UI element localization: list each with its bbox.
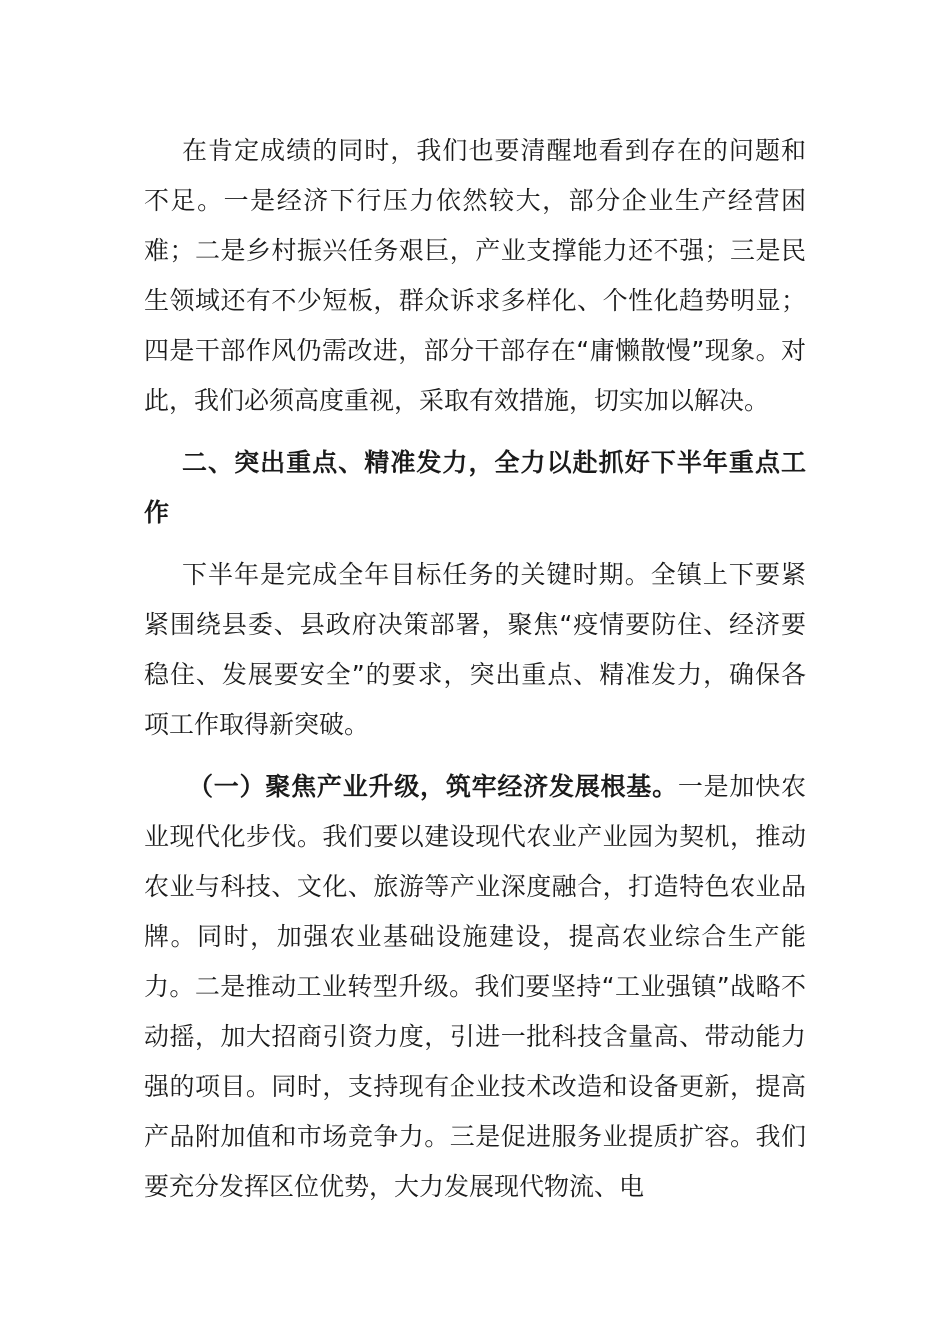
paragraph-industry-upgrade xyxy=(144,762,806,1212)
subsection-heading-1: （一）聚焦产业升级，筑牢经济发展根基。 xyxy=(188,772,678,801)
document-body xyxy=(144,126,806,1212)
paragraph-second-half-intro: 下半年是完成全年目标任务的关键时期。全镇上下要紧紧围绕县委、县政府决策部署，聚焦“疫情要防住、经济要稳住、发展要安全”的要求，突出重点、精准发力，确保各项工作取得新突破。 xyxy=(144,560,806,739)
section-heading-2: 二、突出重点、精准发力，全力以赴抓好下半年重点工作 xyxy=(144,448,806,527)
subsection-body-1: 一是加快农业现代化步伐。我们要以建设现代农业产业园为契机，推动农业与科技、文化、旅游等产业深度融合，打造特色农业品牌。同时，加强农业基础设施建设，提高农业综合生产能力。二是推动工业转型升级。我们要坚持“工业强镇”战略不动摇，加大招商引资力度，引进一批科技含量高、带动能力强的项目。同时，支持现有企业技术改造和设备更新，提高产品附加值和市场竞争力。三是促进服务业提质扩容。我们要充分发挥区位优势，大力发展现代物流、电 xyxy=(144,772,806,1201)
paragraph-problems: 在肯定成绩的同时，我们也要清醒地看到存在的问题和不足。一是经济下行压力依然较大，部分企业生产经营困难；二是乡村振兴任务艰巨，产业支撑能力还不强；三是民生领域还有不少短板，群众诉求多样化、个性化趋势明显；四是干部作风仍需改进，部分干部存在“庸懒散慢”现象。对此，我们必须高度重视，采取有效措施，切实加以解决。 xyxy=(144,136,806,415)
